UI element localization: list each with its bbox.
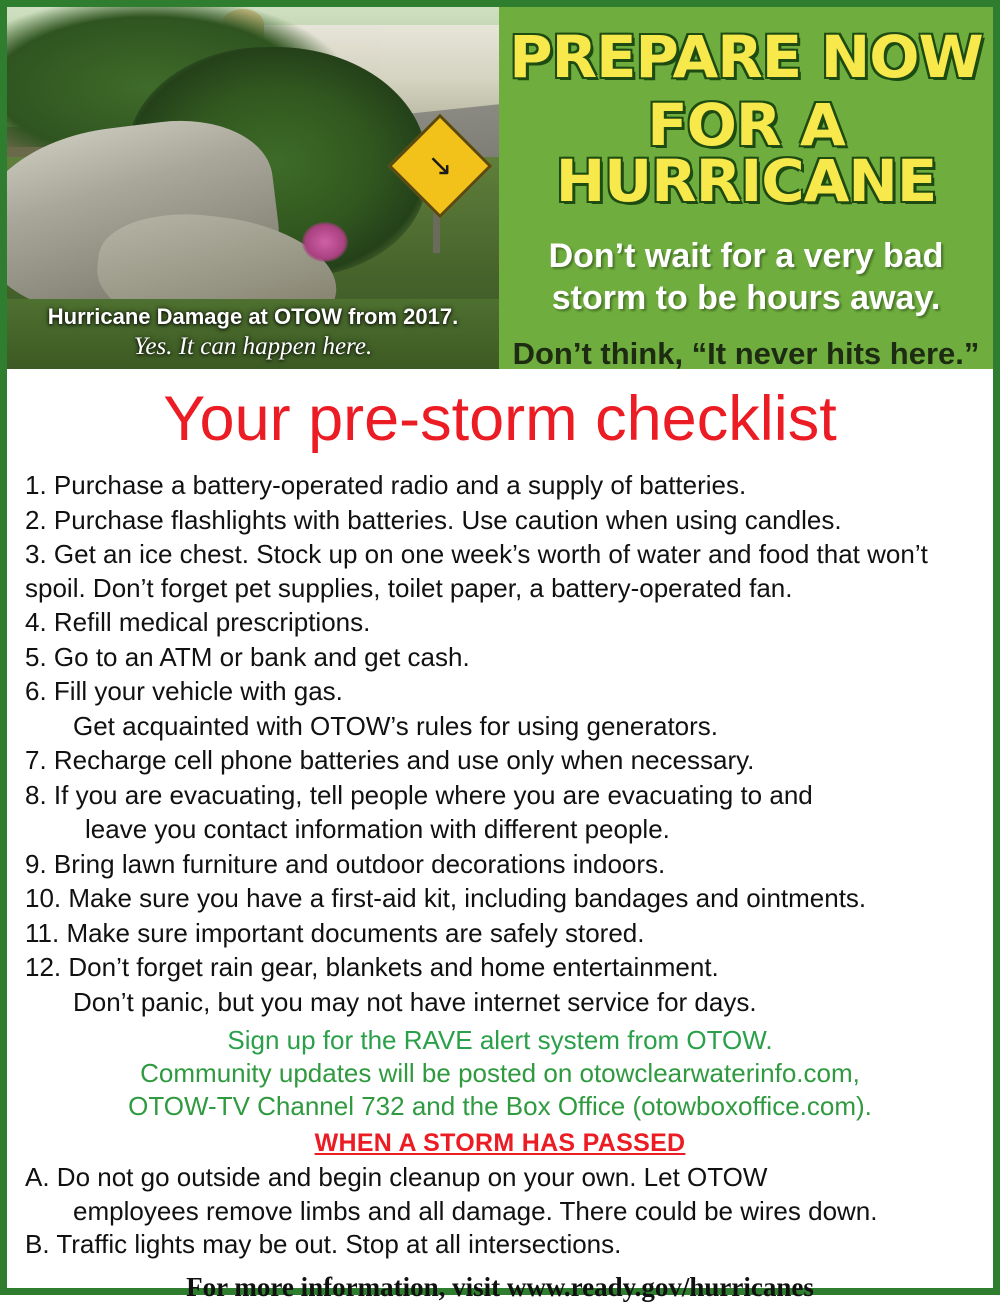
pre-storm-checklist: [25, 469, 975, 1019]
list-item: 4. Refill medical prescriptions.: [25, 607, 371, 637]
list-item: 10. Make sure you have a first-aid kit, including bandages and ointments.: [25, 883, 867, 913]
photo-flowering-plant: [302, 222, 348, 262]
footer-info: For more information, visit www.ready.gov/hurricanes: [186, 1271, 814, 1302]
list-item: 12. Don’t forget rain gear, blankets and home entertainment.: [25, 952, 719, 982]
banner-subhead: Don’t wait for a very bad storm to be hours away.: [548, 237, 944, 317]
page-title: Your pre-storm checklist: [163, 384, 837, 454]
list-item: 11. Make sure important documents are safely stored.: [25, 917, 645, 948]
green-notice-line3: OTOW-TV Channel 732 and the Box Office (otowboxoffice.com).: [128, 1091, 872, 1121]
list-item: 3. Get an ice chest. Stock up on one week’s worth of water and food that won’t spoil. Don’t forget pet supplies, toilet paper, a battery-operated fan.: [25, 539, 928, 603]
headline-line1: PREPARE NOW: [509, 23, 983, 91]
down-arrow-glyph: ↘: [427, 149, 453, 182]
list-item: A. Do not go outside and begin cleanup on your own. Let OTOW: [25, 1162, 768, 1192]
list-item: leave you contact information with different people.: [85, 814, 670, 844]
headline-line2: FOR A HURRICANE: [555, 91, 937, 215]
list-item: 5. Go to an ATM or bank and get cash.: [25, 641, 470, 672]
poster-banner: [7, 7, 993, 369]
photo-caption-line1: Hurricane Damage at OTOW from 2017.: [47, 304, 459, 329]
green-notice: [25, 1024, 975, 1123]
list-item: 7. Recharge cell phone batteries and use only when necessary.: [25, 745, 755, 775]
hurricane-damage-photo: [7, 7, 499, 369]
list-item: B. Traffic lights may be out. Stop at all intersections.: [25, 1229, 622, 1259]
list-item: 1. Purchase a battery-operated radio and a supply of batteries.: [25, 470, 747, 500]
list-item: 2. Purchase flashlights with batteries. Use caution when using candles.: [25, 504, 842, 535]
green-notice-line2: Community updates will be posted on otowclearwaterinfo.com,: [140, 1058, 860, 1088]
green-notice-line1: Sign up for the RAVE alert system from OTOW.: [227, 1025, 773, 1055]
banner-subhead-secondary: Don’t think, “It never hits here.”: [512, 336, 980, 369]
after-storm-heading: WHEN A STORM HAS PASSED: [314, 1129, 686, 1157]
photo-caption-line2: Yes. It can happen here.: [133, 333, 373, 360]
list-item: 8. If you are evacuating, tell people where you are evacuating to and: [25, 779, 813, 810]
list-item: 9. Bring lawn furniture and outdoor decorations indoors.: [25, 848, 666, 879]
after-storm-list: [25, 1161, 975, 1262]
banner-text-block: [499, 7, 993, 369]
photo-caption: [7, 303, 499, 363]
poster-body: [7, 369, 993, 1303]
list-item: Get acquainted with OTOW’s rules for using generators.: [73, 710, 719, 741]
list-item: 6. Fill your vehicle with gas.: [25, 676, 343, 706]
list-item: employees remove limbs and all damage. There could be wires down.: [73, 1195, 878, 1226]
list-item: Don’t panic, but you may not have internet service for days.: [73, 986, 757, 1017]
